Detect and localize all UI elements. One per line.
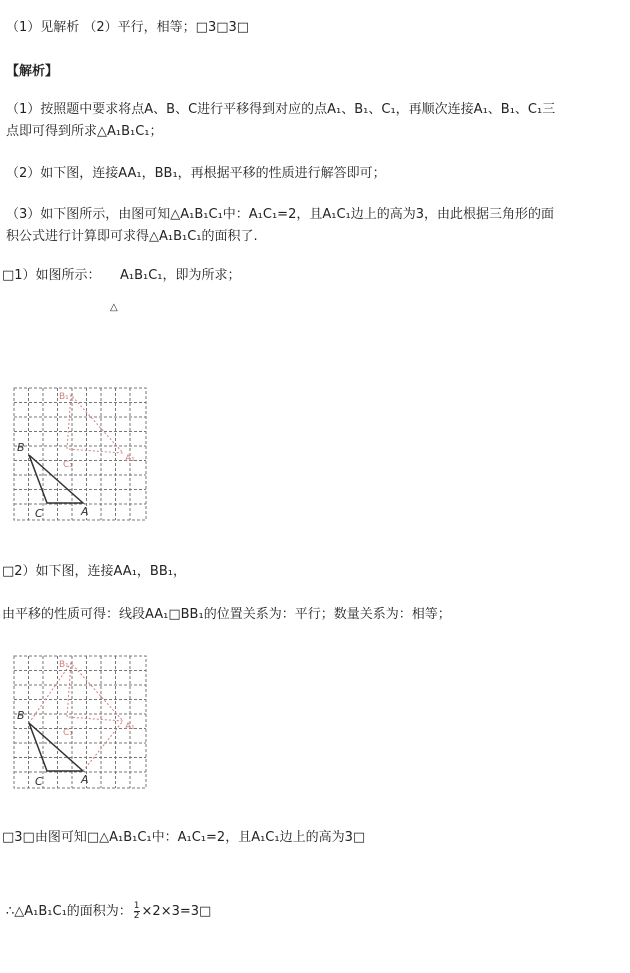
area-therefore: ∴△A₁B₁C₁的面积为： xyxy=(6,904,132,919)
analysis-step-1-line-2: 点即可得到所求△A₁B₁C₁； xyxy=(6,124,163,139)
analysis-step-2: （2）如下图，连接AA₁，BB₁，再根据平移的性质进行解答即可； xyxy=(6,166,386,181)
solution-step-2: □2）如下图，连接AA₁，BB₁， xyxy=(2,564,186,579)
triangle-a1b1c1 xyxy=(67,395,123,453)
answer-line: （1）见解析 （2）平行，相等；□3□3□ xyxy=(6,20,250,35)
solution-step-2-detail: 由平移的性质可得：线段AA₁□BB₁的位置关系为：平行；数量关系为：相等； xyxy=(2,607,451,622)
triangle-abc xyxy=(29,723,83,771)
triangle-symbol: △ xyxy=(110,302,118,313)
solution-step-3: □3□由图可知□△A₁B₁C₁中：A₁C₁=2，且A₁C₁边上的高为3□ xyxy=(2,830,366,845)
triangle-abc xyxy=(29,455,83,503)
label-C: C xyxy=(35,775,43,788)
analysis-step-3-line-2: 积公式进行计算即可求得△A₁B₁C₁的面积了. xyxy=(6,229,258,244)
translation-figure-2 xyxy=(13,655,148,790)
label-A1: A₁ xyxy=(125,454,135,464)
label-C1: C₁ xyxy=(63,728,73,738)
label-A: A xyxy=(81,505,89,518)
label-A1: A₁ xyxy=(125,722,135,732)
area-calculation: ×2×3=3□ xyxy=(141,904,212,919)
label-B: B xyxy=(17,709,25,722)
analysis-step-3-line-1: （3）如下图所示，由图可知△A₁B₁C₁中：A₁C₁=2，且A₁C₁边上的高为3，由此根据三角形的面 xyxy=(6,207,555,222)
area-result xyxy=(6,900,211,921)
analysis-step-1-line-1: （1）按照题中要求将点A、B、C进行平移得到对应的点A₁、B₁、C₁，再顺次连接A₁、B₁、C₁三 xyxy=(6,102,556,117)
label-C1: C₁ xyxy=(63,460,73,470)
solution-step-1-prefix: □1）如图所示： xyxy=(2,268,101,283)
label-C: C xyxy=(35,507,43,520)
analysis-heading: 【解析】 xyxy=(6,64,59,79)
label-A: A xyxy=(81,773,89,786)
solution-step-1-triangle: A₁B₁C₁，即为所求； xyxy=(120,268,241,283)
fraction-one-half xyxy=(134,902,140,921)
label-B1: B₁ xyxy=(59,392,69,402)
label-B1: B₁ xyxy=(59,660,69,670)
label-B: B xyxy=(17,441,25,454)
fraction-numerator: 1 xyxy=(133,901,140,911)
fraction-denominator: 2 xyxy=(133,911,140,921)
triangle-a1b1c1 xyxy=(67,663,123,721)
translation-figure-1 xyxy=(13,387,148,522)
